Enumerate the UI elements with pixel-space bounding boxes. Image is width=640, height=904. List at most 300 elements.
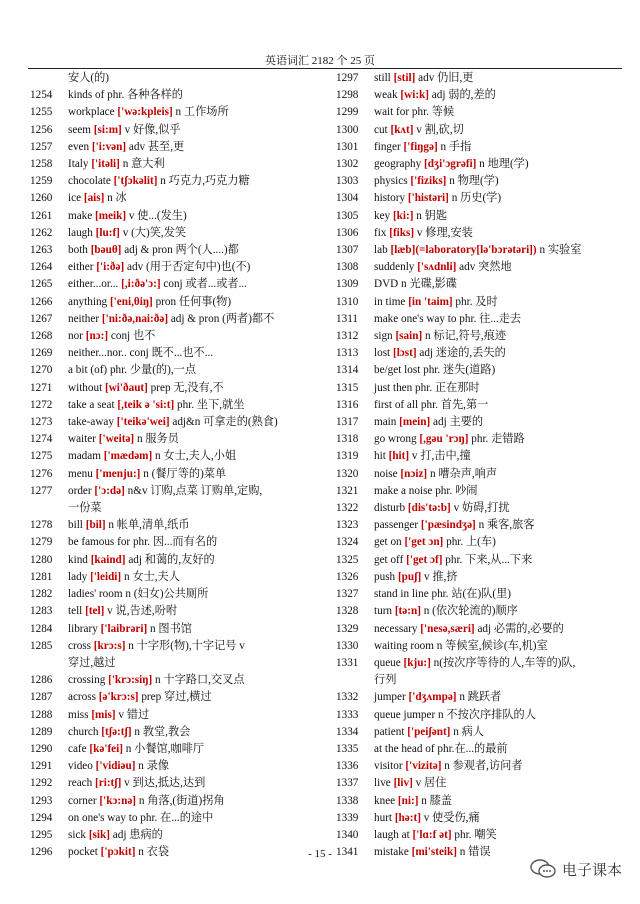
vocab-entry [336, 638, 626, 655]
entry-definition: n 手指 [440, 140, 472, 153]
vocab-entry [336, 758, 626, 775]
entry-phonetic: [nɔ:] [85, 330, 109, 343]
entry-definition: n 十字路口,交叉点 [155, 674, 245, 687]
entry-definition: phr. 等候 [411, 106, 455, 119]
entry-number: 1320 [336, 467, 359, 480]
entry-word: finger [374, 140, 401, 153]
entry-definition: phr. 正在那时 [415, 381, 480, 394]
vocab-column-left [30, 70, 320, 861]
entry-definition: prep 无,没有,不 [150, 381, 224, 394]
entry-word: ladies' room [68, 588, 123, 601]
entry-number: 1288 [30, 708, 53, 721]
vocab-entry [30, 345, 320, 362]
entry-number: 1275 [30, 450, 53, 463]
entry-number: 1303 [336, 175, 359, 188]
entry-phonetic: [ə'krɔ:s] [98, 691, 139, 704]
entry-definition: v 使...(发生) [128, 209, 187, 222]
entry-word: bill [68, 519, 83, 532]
entry-definition: adv 突然地 [459, 261, 512, 274]
entry-number: 1257 [30, 140, 53, 153]
entry-word: 穿过,越过 [68, 656, 116, 669]
entry-phonetic: [ais] [83, 192, 105, 205]
entry-number: 1324 [336, 536, 359, 549]
entry-phonetic: ['i:vən] [91, 140, 127, 153]
vocab-entry [30, 139, 320, 156]
entry-number: 1313 [336, 347, 359, 360]
entry-definition: adj 主要的 [433, 416, 484, 429]
entry-phonetic: [mein] [399, 416, 431, 429]
entry-definition: n 巧克力,巧克力糖 [160, 175, 250, 188]
vocab-entry [30, 655, 320, 672]
entry-phonetic: [stil] [393, 72, 416, 84]
vocab-entry [30, 672, 320, 689]
entry-phonetic: ['vidiəu] [95, 760, 136, 773]
entry-word: necessary [374, 622, 418, 635]
entry-definition: phr. 迷失(道路) [423, 364, 496, 377]
entry-word: take a seat [68, 398, 115, 411]
entry-phonetic: [kaind] [90, 553, 126, 566]
entry-word: both [68, 244, 88, 257]
entry-number: 1269 [30, 347, 53, 360]
entry-definition: conj 或者...或者... [163, 278, 247, 291]
entry-phonetic: [meik] [95, 209, 127, 222]
entry-word: passenger [374, 519, 419, 532]
vocab-entry [336, 328, 626, 345]
entry-definition: v 好像,似乎 [124, 123, 181, 136]
vocab-entry [30, 638, 320, 655]
vocab-entry [336, 259, 626, 276]
vocab-entry [336, 156, 626, 173]
entry-definition: adj 患病的 [112, 828, 163, 841]
vocab-entry [336, 534, 626, 551]
entry-word: on one's way to [68, 811, 138, 824]
entry-word: sign [374, 330, 393, 343]
entry-word: knee [374, 794, 396, 807]
entry-phonetic: [dis'tə:b] [407, 502, 451, 515]
vocab-entry [30, 586, 320, 603]
entry-word: tell [68, 605, 83, 618]
vocab-entry [30, 156, 320, 173]
vocab-entry [336, 345, 626, 362]
entry-word: without [68, 381, 103, 394]
entry-phonetic: ['ɔ:də] [94, 484, 125, 497]
vocab-entry [30, 517, 320, 534]
entry-number: 1270 [30, 364, 53, 377]
entry-definition: n 女士,夫人,小姐 [155, 450, 237, 463]
vocab-entry [336, 225, 626, 242]
entry-definition: n 参观者,访问者 [444, 760, 523, 773]
entry-word: video [68, 760, 93, 773]
vocab-entry [30, 380, 320, 397]
vocab-entry [336, 793, 626, 810]
entry-number: 1279 [30, 536, 53, 549]
vocab-entry [30, 534, 320, 551]
entry-definition: v 说,告述,吩咐 [107, 605, 178, 618]
entry-phonetic: [tə:n] [394, 605, 421, 618]
entry-word: lost [374, 347, 391, 360]
vocab-entry [336, 517, 626, 534]
entry-number: 1301 [336, 140, 359, 153]
vocab-entry [30, 173, 320, 190]
vocab-entry [336, 380, 626, 397]
entry-word: turn [374, 605, 393, 618]
entry-word: history [374, 192, 406, 205]
entry-definition: n 病人 [453, 725, 484, 738]
vocab-entry [336, 397, 626, 414]
vocab-entry [30, 122, 320, 139]
vocab-entry [30, 827, 320, 844]
entry-number: 1336 [336, 760, 359, 773]
entry-number: 1296 [30, 846, 53, 859]
entry-phonetic: ['eni,θiŋ] [109, 295, 153, 308]
entry-word: Italy [68, 158, 89, 171]
entry-number: 1305 [336, 209, 359, 222]
entry-phonetic: [nɔiz] [400, 467, 428, 480]
entry-definition: phr. 嘲笑 [454, 828, 497, 841]
entry-phonetic: ['fiŋgə] [403, 140, 438, 153]
entry-word: live [374, 777, 391, 790]
vocab-entry [30, 311, 320, 328]
entry-word: cross [68, 639, 91, 652]
entry-number: 1317 [336, 416, 359, 429]
entry-number: 1294 [30, 811, 53, 824]
vocab-entry [336, 552, 626, 569]
entry-definition: phr. 走错路 [471, 433, 525, 446]
vocab-entry [336, 621, 626, 638]
entry-definition: n (餐厅等的)菜单 [143, 467, 227, 480]
entry-definition: v 居住 [415, 777, 447, 790]
entry-word: cafe [68, 742, 87, 755]
entry-word: go wrong [374, 433, 417, 446]
entry-number: 1263 [30, 244, 53, 257]
entry-definition: n 教堂,教会 [134, 725, 191, 738]
entry-word: anything [68, 295, 108, 308]
entry-phonetic: [,teik ə 'si:t] [117, 398, 175, 411]
entry-definition: n 女士,夫人 [123, 570, 180, 583]
entry-phonetic: [krɔ:s] [93, 639, 126, 652]
vocab-entry [336, 603, 626, 620]
entry-number: 1287 [30, 691, 53, 704]
entry-number: 1327 [336, 588, 359, 601]
entry-word: church [68, 725, 99, 738]
entry-definition: pron 任何事(物) [155, 295, 232, 308]
entry-number: 1304 [336, 192, 359, 205]
entry-word: lady [68, 570, 88, 583]
vocab-entry [30, 758, 320, 775]
vocab-entry [336, 810, 626, 827]
entry-word: in time [374, 295, 406, 308]
entry-word: even [68, 140, 90, 153]
entry-phonetic: [kʌt] [390, 123, 414, 136]
vocab-entry [336, 466, 626, 483]
entry-number: 1326 [336, 570, 359, 583]
entry-definition: phr. 往...走去 [459, 312, 522, 325]
entry-definition: adj 必需的,必要的 [477, 622, 564, 635]
entry-number: 1290 [30, 742, 53, 755]
entry-definition: n (妇女)公共厕所 [125, 588, 209, 601]
entry-word: jumper [374, 691, 406, 704]
entry-word: visitor [374, 760, 403, 773]
entry-definition: adv (用于否定句中)也(不) [127, 261, 251, 274]
vocab-entry [336, 689, 626, 706]
entry-definition: phr. 首先,第一 [420, 398, 489, 411]
entry-phonetic: [dʒi'ɔgrəfi] [424, 158, 477, 171]
entry-definition: v 妨碍,打扰 [453, 502, 510, 515]
entry-definition: n 意大利 [122, 158, 165, 171]
entry-definition: n 角落,(街道)拐角 [138, 794, 225, 807]
vocab-entry [30, 242, 320, 259]
vocab-column-right [336, 70, 626, 861]
entry-number: 1284 [30, 622, 53, 635]
entry-number: 1331 [336, 656, 359, 669]
entry-phonetic: ['kɔ:nə] [99, 794, 137, 807]
entry-word: make a noise [374, 484, 433, 497]
entry-number: 1282 [30, 588, 53, 601]
entry-definition: adv 仍旧,更 [418, 72, 474, 84]
entry-definition: adj 和蔼的,友好的 [128, 553, 215, 566]
entry-phonetic: ['teikə'wei] [116, 416, 170, 429]
entry-word: miss [68, 708, 89, 721]
entry-word: queue jumper [374, 708, 436, 721]
chat-bubble-icon [530, 858, 556, 880]
entry-phonetic: [lu:f] [95, 226, 120, 239]
entry-number: 1277 [30, 484, 53, 497]
entry-definition: v 使受伤,痛 [423, 811, 480, 824]
vocab-entry [336, 586, 626, 603]
entry-phonetic: [mi'steik] [411, 846, 457, 859]
entry-word: disturb [374, 502, 406, 515]
vocab-entry [336, 139, 626, 156]
entry-definition: n 乘客,旅客 [478, 519, 535, 532]
vocab-entry [336, 448, 626, 465]
entry-phonetic: ['krɔ:siŋ] [108, 674, 153, 687]
entry-number: 1328 [336, 605, 359, 618]
entry-word: neither...nor.. [68, 347, 127, 360]
entry-number: 1268 [30, 330, 53, 343]
entry-number: 1274 [30, 433, 53, 446]
entry-word: a bit (of) [68, 364, 108, 377]
entry-number: 1280 [30, 553, 53, 566]
entry-word: cut [374, 123, 388, 136]
vocab-entry [30, 294, 320, 311]
vocab-entry [336, 190, 626, 207]
entry-number: 1254 [30, 89, 53, 102]
entry-number: 1335 [336, 742, 359, 755]
vocab-entry [30, 70, 320, 87]
entry-phonetic: ['ni:ðə,nai:ðə] [101, 312, 169, 325]
entry-number: 1265 [30, 278, 53, 291]
entry-number: 1316 [336, 398, 359, 411]
entry-word: crossing [68, 674, 106, 687]
entry-definition: phr. 在...的途中 [140, 811, 214, 824]
vocab-entry [336, 569, 626, 586]
entry-phonetic: [lɔst] [392, 347, 417, 360]
entry-word: reach [68, 777, 93, 790]
entry-word: sick [68, 828, 87, 841]
entry-definition: v 修理,安装 [416, 226, 473, 239]
entry-number: 1309 [336, 278, 359, 291]
entry-definition: adj 弱的,差的 [431, 89, 496, 102]
entry-definition: phr. 因...而有名的 [132, 536, 218, 549]
entry-phonetic: ['itəli] [91, 158, 120, 171]
entry-definition: prep 穿过,横过 [141, 691, 212, 704]
entry-phonetic: [ki:] [392, 209, 414, 222]
vocab-entry [30, 793, 320, 810]
vocab-entry [30, 689, 320, 706]
entry-phonetic: [ni:] [397, 794, 419, 807]
entry-phonetic: [,i:ðə'ɔ:] [121, 278, 161, 291]
vocab-entry [336, 70, 626, 87]
entry-phonetic: ['get ɔf] [406, 553, 443, 566]
entry-definition: adj 迷途的,丢失的 [419, 347, 506, 360]
entry-definition: phr. 坐下,就坐 [177, 398, 245, 411]
entry-word: stand in line [374, 588, 429, 601]
entry-number: 1281 [30, 570, 53, 583]
entry-definition: n 物理(学) [449, 175, 499, 188]
entry-definition: n 工作场所 [175, 106, 229, 119]
entry-word: chocolate [68, 175, 111, 188]
entry-definition: n 膝盖 [421, 794, 453, 807]
vocab-entry [30, 466, 320, 483]
entry-phonetic: [mis] [91, 708, 116, 721]
entry-phonetic: ['sʌdnli] [417, 261, 457, 274]
entry-phonetic: [tʃə:tʃ] [101, 725, 132, 738]
entry-number: 1311 [336, 312, 358, 325]
vocab-entry [336, 500, 626, 517]
entry-word: madam [68, 450, 101, 463]
entry-number: 1334 [336, 725, 359, 738]
entry-number: 1315 [336, 381, 359, 394]
entry-phonetic: ['weitə] [98, 433, 135, 446]
entry-phonetic: ['get ɔn] [404, 536, 444, 549]
entry-definition: phr. 站(在)队(里) [431, 588, 512, 601]
entry-word: waiting room [374, 639, 434, 652]
vocab-entry [30, 500, 320, 517]
vocab-entry [336, 276, 626, 293]
entry-word: make [68, 209, 93, 222]
entry-word: get on [374, 536, 402, 549]
entry-definition: phr.在...的最前 [437, 742, 508, 755]
entry-word: still [374, 72, 391, 84]
entry-number: 1319 [336, 450, 359, 463]
entry-phonetic: [wi:k] [400, 89, 429, 102]
vocab-entry [30, 707, 320, 724]
entry-number: 1299 [336, 106, 359, 119]
vocab-entry [30, 603, 320, 620]
entry-word: library [68, 622, 98, 635]
entry-number: 1264 [30, 261, 53, 274]
entry-definition: n 跳跃者 [459, 691, 502, 704]
entry-word: queue [374, 656, 401, 669]
entry-definition: phr. 各种各样的 [107, 89, 183, 102]
entry-word: workplace [68, 106, 115, 119]
entry-word: hurt [374, 811, 393, 824]
header-rule [28, 68, 622, 69]
entry-definition: phr. 吵闹 [435, 484, 478, 497]
vocab-entry [30, 208, 320, 225]
entry-number: 1266 [30, 295, 53, 308]
entry-definition: v 割,砍,切 [416, 123, 464, 136]
vocab-entry [336, 741, 626, 758]
entry-word: be famous for [68, 536, 131, 549]
entry-phonetic: [sain] [395, 330, 423, 343]
vocab-entry [30, 431, 320, 448]
entry-number: 1340 [336, 828, 359, 841]
entry-word: make one's way to [374, 312, 457, 325]
entry-definition: n 衣袋 [138, 846, 170, 859]
page-header: 英语词汇 2182 个 25 页 [265, 55, 375, 67]
entry-word: physics [374, 175, 408, 188]
entry-phonetic: [kju:] [403, 656, 431, 669]
entry-number: 1256 [30, 123, 53, 136]
entry-word: order [68, 484, 92, 497]
entry-word: kind [68, 553, 88, 566]
entry-definition: phr. 下来,从...下来 [445, 553, 533, 566]
watermark [530, 858, 622, 880]
entry-phonetic: ['i:ðə] [96, 261, 125, 274]
entry-number: 1259 [30, 175, 53, 188]
vocab-entry [336, 242, 626, 259]
entry-definition: adj&n 可拿走的(熟食) [172, 416, 278, 429]
entry-definition: n 图书馆 [150, 622, 192, 635]
entry-phonetic: [puʃ] [397, 570, 422, 583]
entry-number: 1314 [336, 364, 359, 377]
entry-definition: adj & pron 两个(人....)都 [124, 244, 239, 257]
vocab-entry [30, 775, 320, 792]
vocab-entry [30, 810, 320, 827]
entry-word: fix [374, 226, 387, 239]
entry-definition: adv 甚至,更 [128, 140, 185, 153]
entry-number: 1286 [30, 674, 53, 687]
entry-phonetic: ['histəri] [407, 192, 449, 205]
entry-word: push [374, 570, 396, 583]
entry-number: 1329 [336, 622, 359, 635]
entry-definition: v 推,挤 [424, 570, 458, 583]
entry-phonetic: [kə'fei] [89, 742, 123, 755]
entry-word: menu [68, 467, 93, 480]
entry-word: DVD [374, 278, 399, 291]
vocab-entry [30, 448, 320, 465]
entry-phonetic: [sik] [88, 828, 110, 841]
entry-number: 1297 [336, 72, 359, 84]
vocab-entry [336, 775, 626, 792]
entry-phonetic: ['nesə,særi] [420, 622, 475, 635]
entry-definition: phr. 上(车) [446, 536, 496, 549]
entry-number: 1312 [336, 330, 359, 343]
entry-number: 1271 [30, 381, 53, 394]
entry-word: just then [374, 381, 413, 394]
entry-phonetic: ['mædəm] [103, 450, 153, 463]
vocab-entry [30, 569, 320, 586]
entry-definition: n 录像 [138, 760, 170, 773]
vocab-entry [30, 259, 320, 276]
vocab-entry [336, 311, 626, 328]
entry-definition: conj 也不 [110, 330, 156, 343]
vocab-entry [336, 104, 626, 121]
entry-word: key [374, 209, 391, 222]
entry-number: 1318 [336, 433, 359, 446]
entry-phonetic: [ri:tʃ] [95, 777, 122, 790]
entry-definition: v 到达,抵达,达到 [124, 777, 206, 790]
vocab-entry [30, 87, 320, 104]
entry-phonetic: [wi'ðaut] [104, 381, 148, 394]
entry-definition: n (依次轮流的)顺序 [423, 605, 518, 618]
entry-definition: n 服务员 [136, 433, 179, 446]
entry-number: 1322 [336, 502, 359, 515]
page-number: - 15 - [308, 848, 332, 860]
entry-number: 1330 [336, 639, 359, 652]
entry-word: either [68, 261, 94, 274]
